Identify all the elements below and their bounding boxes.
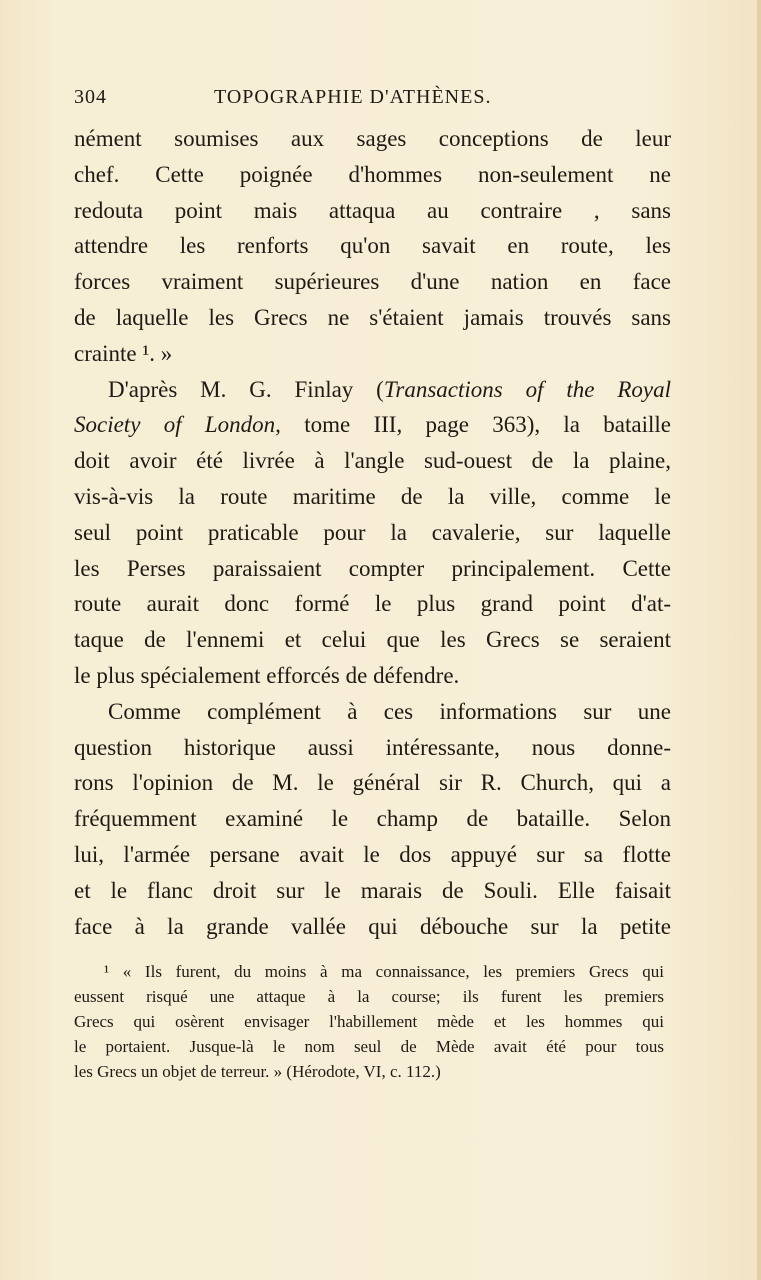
page-header (74, 82, 674, 114)
text-line: lui, l'armée persane avait le dos appuyé sur sa flotte (74, 841, 671, 867)
text-line: seul point praticable pour la cavalerie, sur laquelle (74, 519, 671, 545)
text-line: forces vraiment supérieures d'une nation en face (74, 269, 671, 295)
text-line: le plus spécialement efforcés de défendre. (74, 662, 460, 688)
page-number: 304 (74, 86, 107, 108)
text-line: nément soumises aux sages conceptions de leur (74, 126, 671, 151)
text-line: chef. Cette poignée d'hommes non-seulement ne (74, 161, 671, 187)
footnote-line: ¹ « Ils furent, du moins à ma connaissance, les premiers Grecs qui (104, 962, 664, 981)
text-line: face à la grande vallée qui débouche sur la petite (74, 913, 671, 939)
footnote-line: eussent risqué une attaque à la course; ils furent les premiers (74, 987, 664, 1006)
text-line: fréquemment examiné le champ de bataille. Selon (74, 806, 671, 832)
footnote (74, 959, 664, 1084)
text-line: les Perses paraissaient compter principalement. Cette (74, 555, 671, 581)
text-line: attendre les renforts qu'on savait en route, les (74, 233, 671, 259)
text-line: Comme complément à ces informations sur une (108, 698, 671, 724)
text-line: redouta point mais attaqua au contraire , sans (74, 197, 671, 223)
text-line: question historique aussi intéressante, nous donne- (74, 734, 671, 760)
body-text (74, 121, 671, 944)
text-line: de laquelle les Grecs ne s'étaient jamais trouvés sans (74, 304, 671, 330)
text-line: et le flanc droit sur le marais de Souli. Elle faisait (74, 877, 671, 903)
text-line-finlay (74, 372, 671, 408)
text-line: rons l'opinion de M. le général sir R. Church, qui a (74, 770, 671, 796)
page-edge (757, 0, 761, 1280)
text-line-society (74, 407, 671, 443)
running-title: TOPOGRAPHIE D'ATHÈNES. (214, 86, 492, 108)
society-title: Society of London, (74, 412, 281, 438)
transactions-title: Transactions of the Royal (383, 376, 672, 402)
footnote-line: les Grecs un objet de terreur. » (Hérodote, VI, c. 112.) (74, 1062, 441, 1081)
finlay-prefix: D'après M. G. Finlay ( (108, 376, 384, 402)
footnote-line: le portaient. Jusque-là le nom seul de Mède avait été pour tous (74, 1037, 664, 1056)
text-line: route aurait donc formé le plus grand point d'at- (74, 591, 671, 617)
footnote-line: Grecs qui osèrent envisager l'habillement mède et les hommes qui (74, 1012, 664, 1031)
society-rest: tome III, page 363), la bataille (280, 412, 671, 438)
text-line: crainte ¹. » (74, 340, 173, 366)
text-line: vis-à-vis la route maritime de la ville, comme le (74, 483, 671, 509)
text-line: doit avoir été livrée à l'angle sud-ouest de la plaine, (74, 448, 671, 474)
text-line: taque de l'ennemi et celui que les Grecs se seraient (74, 627, 671, 653)
